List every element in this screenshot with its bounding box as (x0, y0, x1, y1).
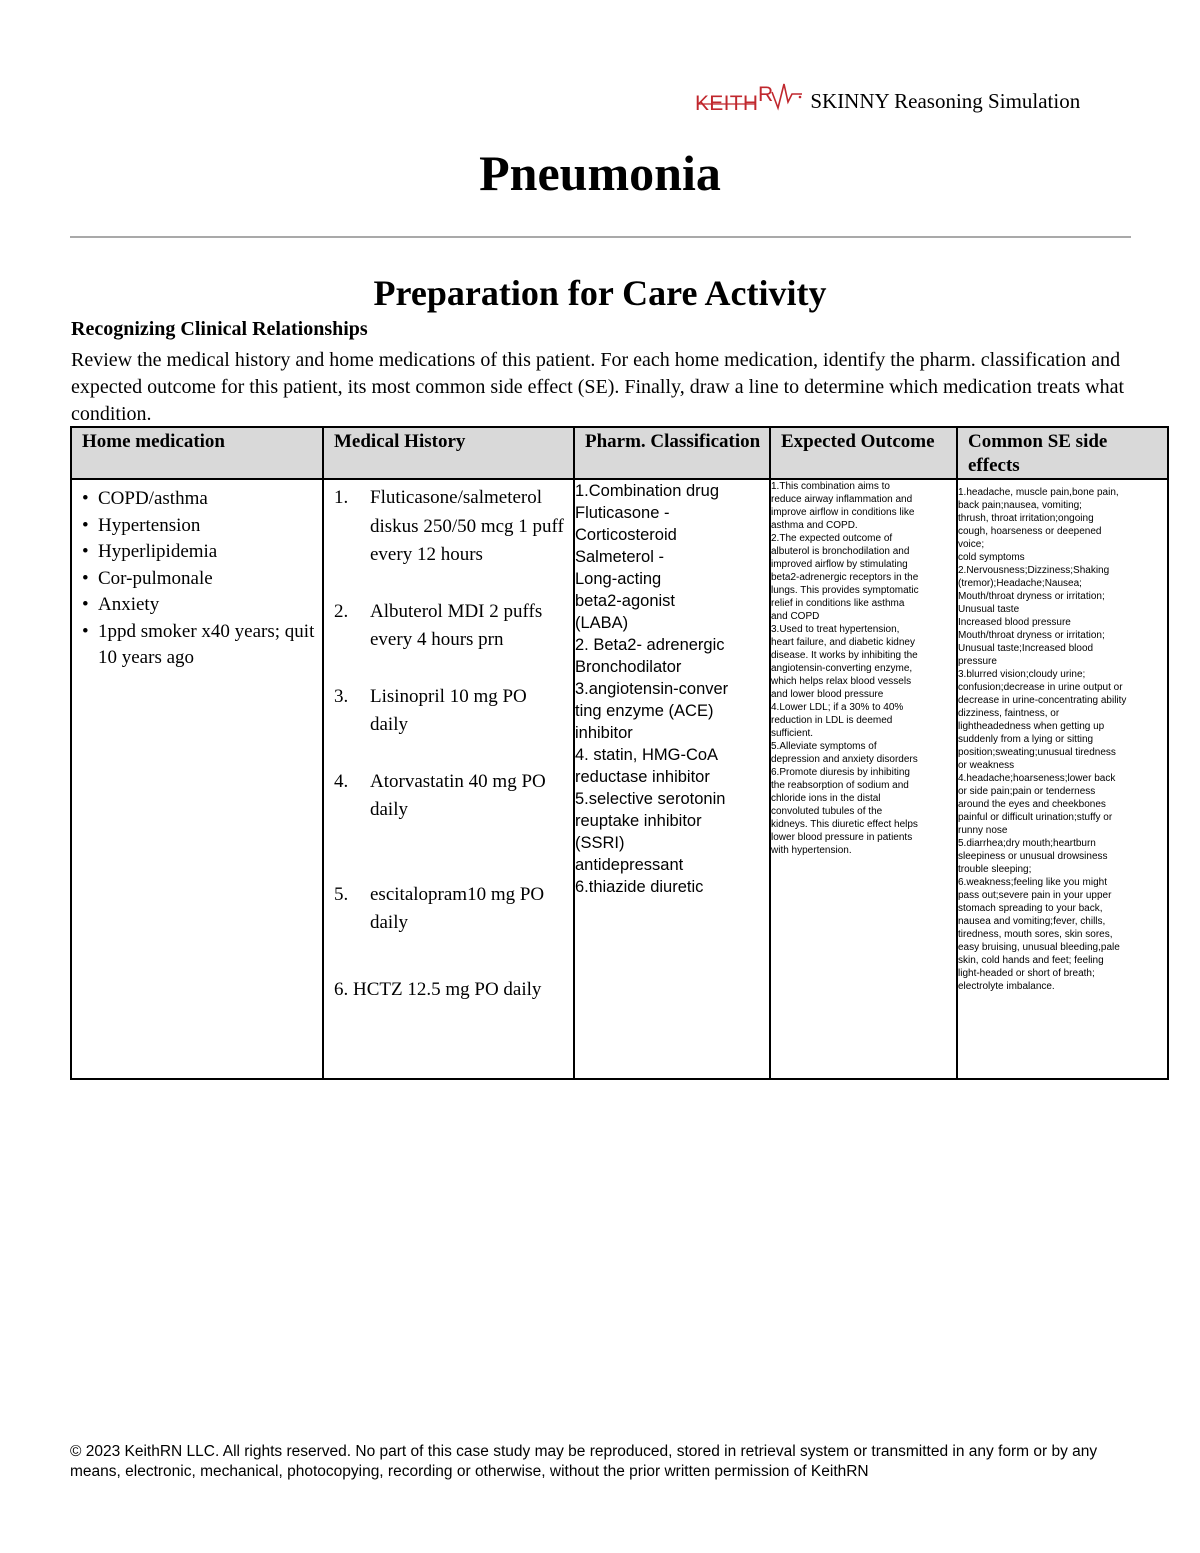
text-line: pressure (958, 656, 997, 667)
text-line: 4.Lower LDL; if a 30% to 40% (771, 702, 904, 713)
medication-item: 4. Atorvastatin 40 mg PO daily (334, 770, 546, 820)
text-line: 1.headache, muscle pain,bone pain, (958, 487, 1119, 498)
text-line: skin, cold hands and feet; feeling (958, 955, 1104, 966)
text-line: and lower blood pressure (771, 689, 884, 700)
text-line: improved airflow by stimulating (771, 559, 908, 570)
header-common-side-effects: Common SE side effects (957, 427, 1168, 479)
list-item: • 1ppd smoker x40 years; quit 10 years ago (72, 619, 322, 672)
header-medical-history: Medical History (323, 427, 574, 479)
header-home-medication: Home medication (71, 427, 323, 479)
text-line: 3.blurred vision;cloudy urine; (958, 669, 1086, 680)
text-line: Increased blood pressure (958, 617, 1071, 628)
medication-item: 1. Fluticasone/salmeterol diskus 250/50 mcg 1 puff every 12 hours (334, 487, 564, 565)
text-line: Mouth/throat dryness or irritation; (958, 591, 1105, 602)
text-line: albuterol is bronchodilation and (771, 546, 910, 557)
text-line: 1.Combination drug (575, 482, 720, 500)
text-line: reduce airway inflammation and (771, 494, 913, 505)
section-subtitle: Recognizing Clinical Relationships (71, 318, 368, 340)
table-header-row (71, 427, 1168, 479)
text-line: beta2-adrenergic receptors in the (771, 572, 919, 583)
text-line: sufficient. (771, 728, 814, 739)
text-line: and COPD (771, 611, 820, 622)
text-line: back pain;nausea, vomiting; (958, 500, 1082, 511)
text-line: easy bruising, unusual bleeding,pale (958, 942, 1120, 953)
text-line: heart failure, and diabetic kidney (771, 637, 915, 648)
text-line: (tremor);Headache;Nausea; (958, 578, 1082, 589)
text-line: Unusual taste (958, 604, 1020, 615)
medication-item: 6. HCTZ 12.5 mg PO daily (334, 978, 542, 1000)
text-line: Bronchodilator (575, 658, 682, 676)
keithrn-logo (695, 80, 804, 114)
page-title: Pneumonia (479, 145, 721, 201)
title-divider (70, 236, 1131, 238)
text-line: disease. It works by inhibiting the (771, 650, 918, 661)
text-line: (LABA) (575, 614, 629, 632)
text-line: or side pain;pain or tenderness (958, 786, 1096, 797)
text-line: dizziness, faintness, or (958, 708, 1060, 719)
text-line: nausea and vomiting;fever, chills, (958, 916, 1106, 927)
text-line: 1.This combination aims to (771, 481, 890, 492)
text-line: light-headed or short of breath; (958, 968, 1095, 979)
text-line: 5.Alleviate symptoms of (771, 741, 877, 752)
text-line: 5.selective serotonin (575, 790, 726, 808)
text-line: inhibitor (575, 724, 633, 742)
text-line: cold symptoms (958, 552, 1025, 563)
logo-text: KEITH (695, 92, 759, 115)
text-line: thrush, throat irritation;ongoing (958, 513, 1094, 524)
pharm-classification-text (575, 480, 769, 898)
text-line: cough, hoarseness or deepened (958, 526, 1102, 537)
text-line: 2.The expected outcome of (771, 533, 893, 544)
text-line: 6.weakness;feeling like you might (958, 877, 1107, 888)
list-item: • Anxiety (72, 592, 322, 619)
text-line: lower blood pressure in patients (771, 832, 913, 843)
text-line: 2.Nervousness;Dizziness;Shaking (958, 565, 1110, 576)
text-line: around the eyes and cheekbones (958, 799, 1106, 810)
text-line: asthma and COPD. (771, 520, 858, 531)
side-effects-cell (957, 479, 1168, 1079)
expected-outcome-cell (770, 479, 957, 1079)
text-line: improve airflow in conditions like (771, 507, 915, 518)
text-line: relief in conditions like asthma (771, 598, 905, 609)
text-line: pass out;severe pain in your upper (958, 890, 1112, 901)
copyright-footer: © 2023 KeithRN LLC. All rights reserved. No part of this case study may be reproduced, stored in retrieval system or transmitted in any form or by any means, electronic, mechanical, photocopying, recording or otherwise, without the prior written permission of KeithRN (70, 1443, 1098, 1480)
text-line: lightheadedness when getting up (958, 721, 1105, 732)
text-line: lungs. This provides symptomatic (771, 585, 919, 596)
list-item: • Hyperlipidemia (72, 539, 322, 566)
text-line: which helps relax blood vessels (771, 676, 912, 687)
medication-item: 5. escitalopram10 mg PO daily (334, 883, 545, 933)
text-line: 6.thiazide diuretic (575, 878, 704, 896)
text-line: convoluted tubules of the (771, 806, 883, 817)
text-line: Fluticasone - (575, 504, 670, 522)
text-line: suddenly from a lying or sitting (958, 734, 1094, 745)
svg-text:R: R (758, 83, 774, 106)
pharm-classification-cell (574, 479, 770, 1079)
text-line: 4.headache;hoarseness;lower back (958, 773, 1116, 784)
text-line: reuptake inhibitor (575, 812, 702, 830)
logo-underline-icon (695, 102, 815, 114)
text-line: depression and anxiety disorders (771, 754, 918, 765)
text-line: chloride ions in the distal (771, 793, 881, 804)
text-line: Salmeterol - (575, 548, 664, 566)
text-line: 3.Used to treat hypertension, (771, 624, 900, 635)
text-line: stomach spreading to your back, (958, 903, 1103, 914)
text-line: position;sweating;unusual tiredness (958, 747, 1116, 758)
history-cell (71, 479, 323, 1079)
header-brand (695, 74, 1145, 114)
text-line: beta2-agonist (575, 592, 675, 610)
medication-item: 3. Lisinopril 10 mg PO daily (334, 685, 527, 735)
history-list (72, 486, 322, 672)
instructions-text: Review the medical history and home medications of this patient. For each home medication, identify the pharm. classification and expected outcome for this patient, its most common side effect (SE). Finally, draw a line to determine which medication treats what condition. (71, 349, 1125, 425)
text-line: angiotensin-converting enzyme, (771, 663, 913, 674)
text-line: sleepiness or unusual drowsiness (958, 851, 1108, 862)
text-line: tiredness, mouth sores, skin sores, (958, 929, 1113, 940)
simulation-subtitle: SKINNY Reasoning Simulation (810, 89, 1081, 113)
text-line: decrease in urine-concentrating ability (958, 695, 1127, 706)
text-line: trouble sleeping; (958, 864, 1032, 875)
text-line: confusion;decrease in urine output or (958, 682, 1123, 693)
text-line: voice; (958, 539, 985, 550)
medication-table (70, 426, 1169, 1080)
text-line: reduction in LDL is deemed (771, 715, 893, 726)
text-line: or weakness (958, 760, 1015, 771)
text-line: Long-acting (575, 570, 662, 588)
medications-cell (323, 479, 574, 1079)
text-line: Corticosteroid (575, 526, 677, 544)
text-line: Mouth/throat dryness or irritation; (958, 630, 1105, 641)
text-line: electrolyte imbalance. (958, 981, 1055, 992)
text-line: 4. statin, HMG-CoA (575, 746, 719, 764)
text-line: 2. Beta2- adrenergic (575, 636, 725, 654)
text-line: (SSRI) (575, 834, 625, 852)
text-line: Unusual taste;Increased blood (958, 643, 1094, 654)
medication-item: 2. Albuterol MDI 2 puffs every 4 hours prn (334, 600, 543, 650)
list-item: • Hypertension (72, 513, 322, 540)
header-expected-outcome: Expected Outcome (770, 427, 957, 479)
list-item: • COPD/asthma (72, 486, 322, 513)
text-line: kidneys. This diuretic effect helps (771, 819, 918, 830)
text-line: painful or difficult urination;stuffy or (958, 812, 1113, 823)
side-effects-text (958, 486, 1167, 993)
text-line: 3.angiotensin-conver (575, 680, 729, 698)
list-item: • Cor-pulmonale (72, 566, 322, 593)
expected-outcome-text (771, 480, 956, 857)
text-line: 5.diarrhea;dry mouth;heartburn (958, 838, 1096, 849)
text-line: the reabsorption of sodium and (771, 780, 909, 791)
text-line: antidepressant (575, 856, 684, 874)
section-title: Preparation for Care Activity (373, 273, 827, 313)
text-line: with hypertension. (771, 845, 852, 856)
text-line: reductase inhibitor (575, 768, 710, 786)
table-row (71, 479, 1168, 1079)
text-line: runny nose (958, 825, 1008, 836)
text-line: 6.Promote diuresis by inhibiting (771, 767, 910, 778)
header-pharm-classification: Pharm. Classification (574, 427, 770, 479)
text-line: ting enzyme (ACE) (575, 702, 714, 720)
